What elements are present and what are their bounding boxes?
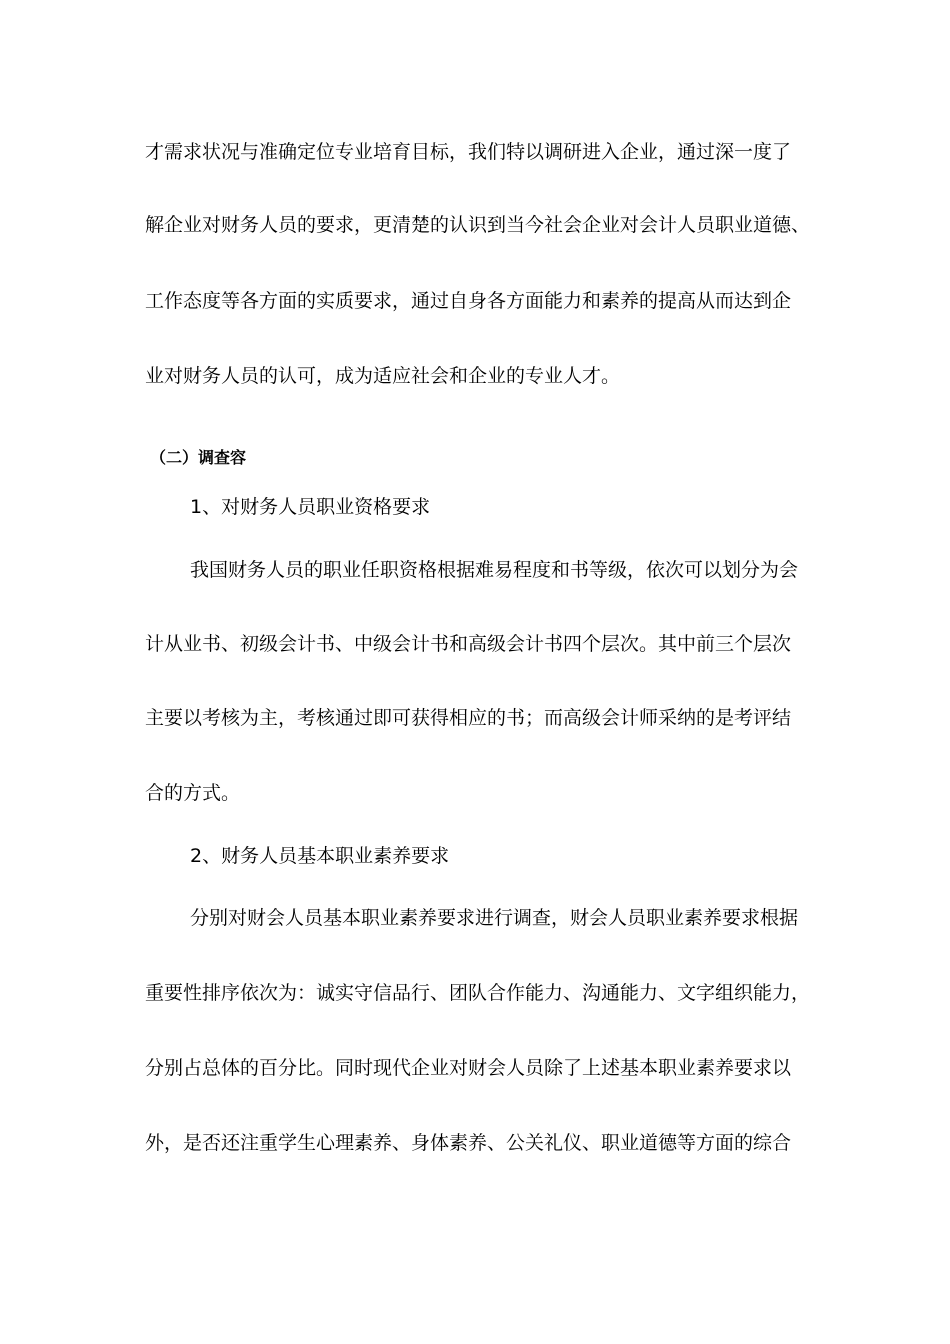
paragraph-line: 工作态度等各方面的实质要求，通过自身各方面能力和素养的提高从而达到企: [145, 290, 792, 312]
paragraph-line: 我国财务人员的职业任职资格根据难易程度和书等级，依次可以划分为会: [190, 559, 799, 581]
paragraph-line: 解企业对财务人员的要求，更清楚的认识到当今社会企业对会计人员职业道德、: [145, 214, 811, 236]
paragraph-line: 分别占总体的百分比。同时现代企业对财会人员除了上述基本职业素养要求以: [145, 1057, 792, 1079]
paragraph-line: 分别对财会人员基本职业素养要求进行调查，财会人员职业素养要求根据: [190, 907, 799, 929]
paragraph-line: 主要以考核为主，考核通过即可获得相应的书；而高级会计师采纳的是考评结: [145, 707, 792, 729]
paragraph-line: 才需求状况与准确定位专业培育目标，我们特以调研进入企业，通过深一度了: [145, 141, 792, 163]
item-title: 2、财务人员基本职业素养要求: [190, 845, 450, 867]
item-title: 1、对财务人员职业资格要求: [190, 496, 431, 518]
section-heading: （二）调查容: [150, 448, 247, 467]
paragraph-line: 业对财务人员的认可，成为适应社会和企业的专业人才。: [145, 365, 621, 387]
paragraph-line: 重要性排序依次为：诚实守信品行、团队合作能力、沟通能力、文字组织能力，: [145, 982, 811, 1004]
paragraph-line: 外，是否还注重学生心理素养、身体素养、公关礼仪、职业道德等方面的综合: [145, 1132, 792, 1154]
paragraph-line: 计从业书、初级会计书、中级会计书和高级会计书四个层次。其中前三个层次: [145, 633, 792, 655]
paragraph-line: 合的方式。: [145, 782, 241, 804]
